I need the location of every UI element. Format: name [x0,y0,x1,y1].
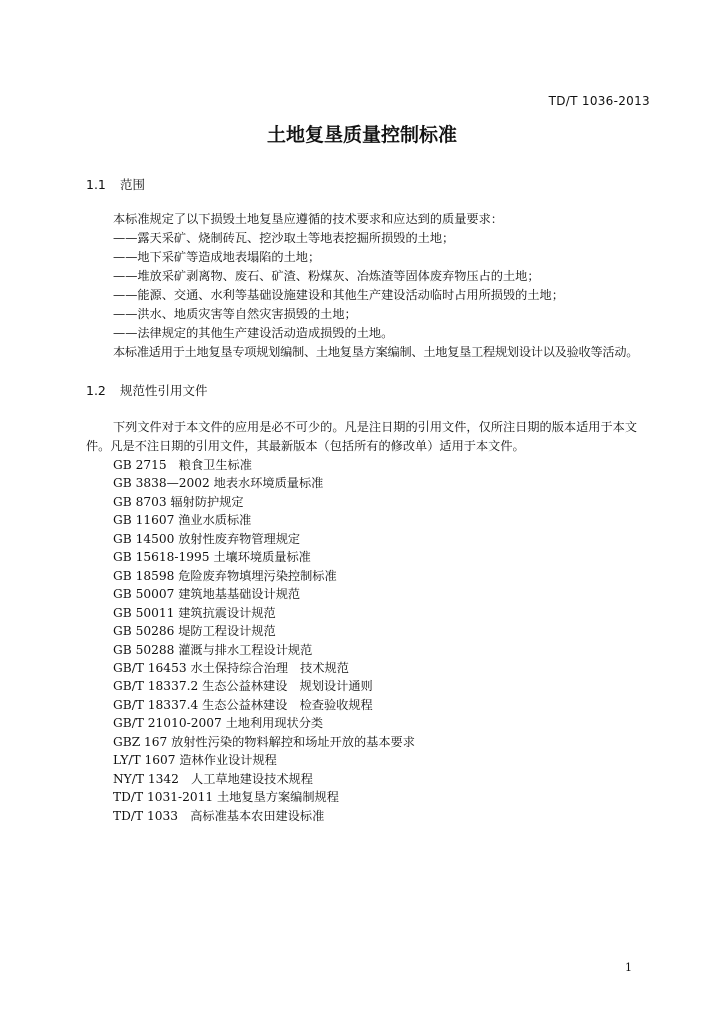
scope-closing: 本标准适用于土地复垦专项规划编制、土地复垦方案编制、土地复垦工程规划设计以及验收等活动。 [113,345,639,359]
page-number: 1 [625,961,632,974]
section-1-heading [86,175,145,193]
section-1-title: 范围 [119,177,145,192]
reference-item: TD/T 1033 高标准基本农田建设标准 [113,808,325,823]
scope-item: ——能源、交通、水利等基础设施建设和其他生产建设活动临时占用所损毁的土地； [113,288,564,302]
reference-list [113,456,415,825]
section-2-number: 1.2 [86,383,106,398]
reference-item: NY/T 1342 人工草地建设技术规程 [113,771,313,786]
reference-item: GB 18598 危险废弃物填埋污染控制标准 [113,568,337,583]
scope-item: ——露天采矿、烧制砖瓦、挖沙取土等地表挖掘所损毁的土地； [113,231,455,245]
scope-intro: 本标准规定了以下损毁土地复垦应遵循的技术要求和应达到的质量要求： [113,212,503,226]
reference-item: GB 15618-1995 土壤环境质量标准 [113,550,311,565]
section-1-body [86,210,660,362]
reference-item: GB/T 16453 水土保持综合治理 技术规范 [113,660,349,675]
reference-item: GB 2715 粮食卫生标准 [113,458,252,472]
reference-item: GB/T 18337.4 生态公益林建设 检查验收规程 [113,697,373,712]
reference-item: GBZ 167 放射性污染的物料解控和场址开放的基本要求 [113,734,415,749]
reference-item: LY/T 1607 造林作业设计规程 [113,753,277,768]
document-title: 土地复垦质量控制标准 [266,124,457,146]
section-2-body [86,418,660,456]
section-2-title: 规范性引用文件 [119,383,208,398]
section-2-heading [86,381,208,399]
reference-item: GB 50286 堤防工程设计规范 [113,624,276,639]
reference-item: TD/T 1031-2011 土地复垦方案编制规程 [113,790,339,805]
section-1-number: 1.1 [86,177,106,192]
reference-item: GB/T 18337.2 生态公益林建设 规划设计通则 [113,679,373,694]
reference-item: GB 14500 放射性废弃物管理规定 [113,531,301,546]
page-header-code: TD/T 1036-2013 [548,94,650,108]
reference-item: GB 8703 辐射防护规定 [113,494,244,509]
scope-item: ——法律规定的其他生产建设活动造成损毁的土地。 [113,326,394,340]
normative-intro: 下列文件对于本文件的应用是必不可少的。凡是注日期的引用文件，仅所注日期的版本适用于本文件。凡是不注日期的引用文件，其最新版本（包括所有的修改单）适用于本文件。 [86,420,638,453]
reference-item: GB/T 21010-2007 土地利用现状分类 [113,716,324,731]
reference-item: GB 50011 建筑抗震设计规范 [113,605,276,620]
reference-item: GB 11607 渔业水质标准 [113,513,252,528]
reference-item: GB 50007 建筑地基基础设计规范 [113,587,301,602]
scope-item: ——地下采矿等造成地表塌陷的土地； [113,250,321,264]
scope-item: ——堆放采矿剥离物、废石、矿渣、粉煤灰、冶炼渣等固体废弃物压占的土地； [113,269,540,283]
scope-item: ——洪水、地质灾害等自然灾害损毁的土地； [113,307,357,321]
reference-item: GB 50288 灌溉与排水工程设计规范 [113,642,313,657]
reference-item: GB 3838—2002 地表水环境质量标准 [113,476,324,491]
